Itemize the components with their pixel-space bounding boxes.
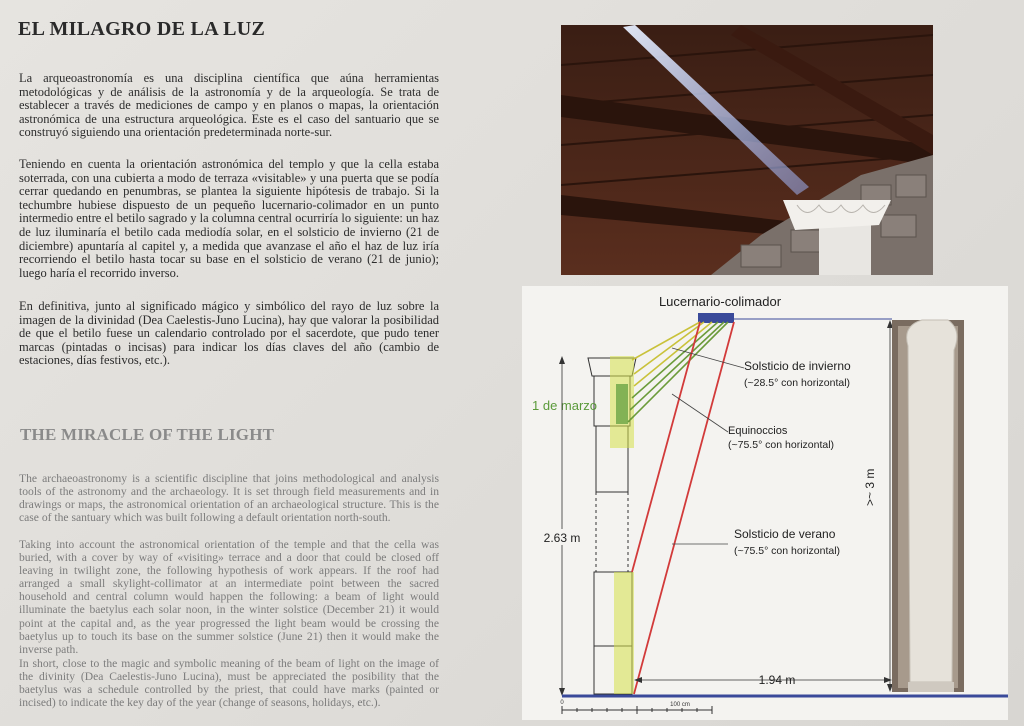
height-label: 2.63 m	[543, 531, 581, 545]
spanish-paragraph-2: Teniendo en cuenta la orientación astronómica del templo y que la cella estaba soterrada, con una cubierta a modo de terraza «visitable» y una puerta que se podía cerrar quedando en penumbras, se plantea la siguiente hipótesis de trabajo. Si la techumbre hubiese dispuesto de un pequeño lucernario-colimador en un punto intermedio entre el betilo sagrado y la columna central ocurriría lo siguiente: un haz de luz iluminaría el betilo cada mediodía solar, en el solsticio de invierno (21 de diciembre) apuntaría al capitel y, a medida que avanzase el año el haz de luz iría recorriendo el betilo hasta tocar su base en el solsticio de verano (21 de junio); luego haría el recorrido inverso.	[19, 157, 439, 280]
spanish-paragraph-3: En definitiva, junto al significado mágico y simbólico del rayo de luz sobre la imagen de la divinidad (Dea Caelestis-Juno Lucina), hay que valorar la posibilidad de que el betilo fuese un calendario controlado por el sacerdote, que pudo tener marcas (pintadas o incisas) para indicar los días claves del año (cambio de estaciones, días festivos, etc.).	[19, 299, 439, 368]
light-diagram	[522, 286, 1008, 720]
spanish-paragraph-1: La arqueoastronomía es una disciplina científica que aúna herramientas metodológicas y de análisis de la astronomía y de la arqueología. Se trata de establecer a través de mediciones de campo y en planos o mapas, la orientación astronómica de una estructura arqueológica. Este es el caso del santuario que se construyó siguiendo una orientación predeterminada norte-sur.	[19, 71, 439, 140]
distance-label: 1.94 m	[758, 673, 796, 687]
equinox-rays	[628, 322, 728, 422]
english-paragraph-2: Taking into account the astronomical orientation of the temple and that the cella was buried, with a cover by way of «visiting» terrace and a door that could be closed off leaving in twilight zone, the following hypothesis of work appears. If the roof had arranged a small skylight-collimator at an intermediate point between the sacred household and central column would happen the following: a beam of light would illuminate the baetylus each solar noon, in the winter solstice (December 21) it would point at the capital and, as the year progressed the light beam would be crossing the baetylus up to touch its base on the summer solstice (June 21) then it would make the inverse path.	[19, 538, 439, 656]
scale-label: 100 cm	[670, 702, 690, 708]
equinox-angle: (~75.5° con horizontal)	[728, 439, 835, 451]
summer-label: Solsticio de verano	[734, 527, 836, 541]
summer-highlight	[614, 572, 634, 694]
equinox-highlight	[616, 384, 628, 424]
march-label: 1 de marzo	[532, 398, 598, 413]
winter-angle: (~28.5° con horizontal)	[744, 377, 851, 389]
equinox-label: Equinoccios	[728, 425, 788, 437]
summer-rays	[632, 322, 734, 694]
collimator-label: Lucernario-colimador	[658, 294, 782, 309]
winter-label: Solsticio de invierno	[744, 359, 851, 373]
page-title: EL MILAGRO DE LA LUZ	[18, 18, 266, 40]
english-title: THE MIRACLE OF THE LIGHT	[20, 425, 275, 444]
roof-height-label: >~ 3 m	[863, 468, 877, 506]
english-paragraph-1: The archaeoastronomy is a scientific discipline that joins methodological and analysis tools of the astronomy and the archaeology. It is set through field measurements and in drawings or maps, the astronomical orientation of an archaeological structure. This is the case of the santuary which was built following a default orientation north-south.	[19, 472, 439, 525]
baetylus-photo	[892, 320, 964, 692]
scale-zero: 0	[560, 700, 564, 706]
diagram-svg	[522, 286, 1008, 720]
english-paragraph-3: In short, close to the magic and symbolic meaning of the beam of light on the image of the divinity (Dea Caelestis-Juno Lucina), must be appreciated the posibility that the baetylus was a schedule controlled by the priest, that could have marks (painted or incised) to indicate the key day of the year (change of seasons, holidays, etc.).	[19, 657, 439, 710]
summer-angle: (~75.5° con horizontal)	[734, 545, 841, 557]
photo-illustration	[561, 25, 933, 275]
winter-rays	[632, 322, 712, 386]
temple-skylight-photo	[561, 25, 933, 275]
